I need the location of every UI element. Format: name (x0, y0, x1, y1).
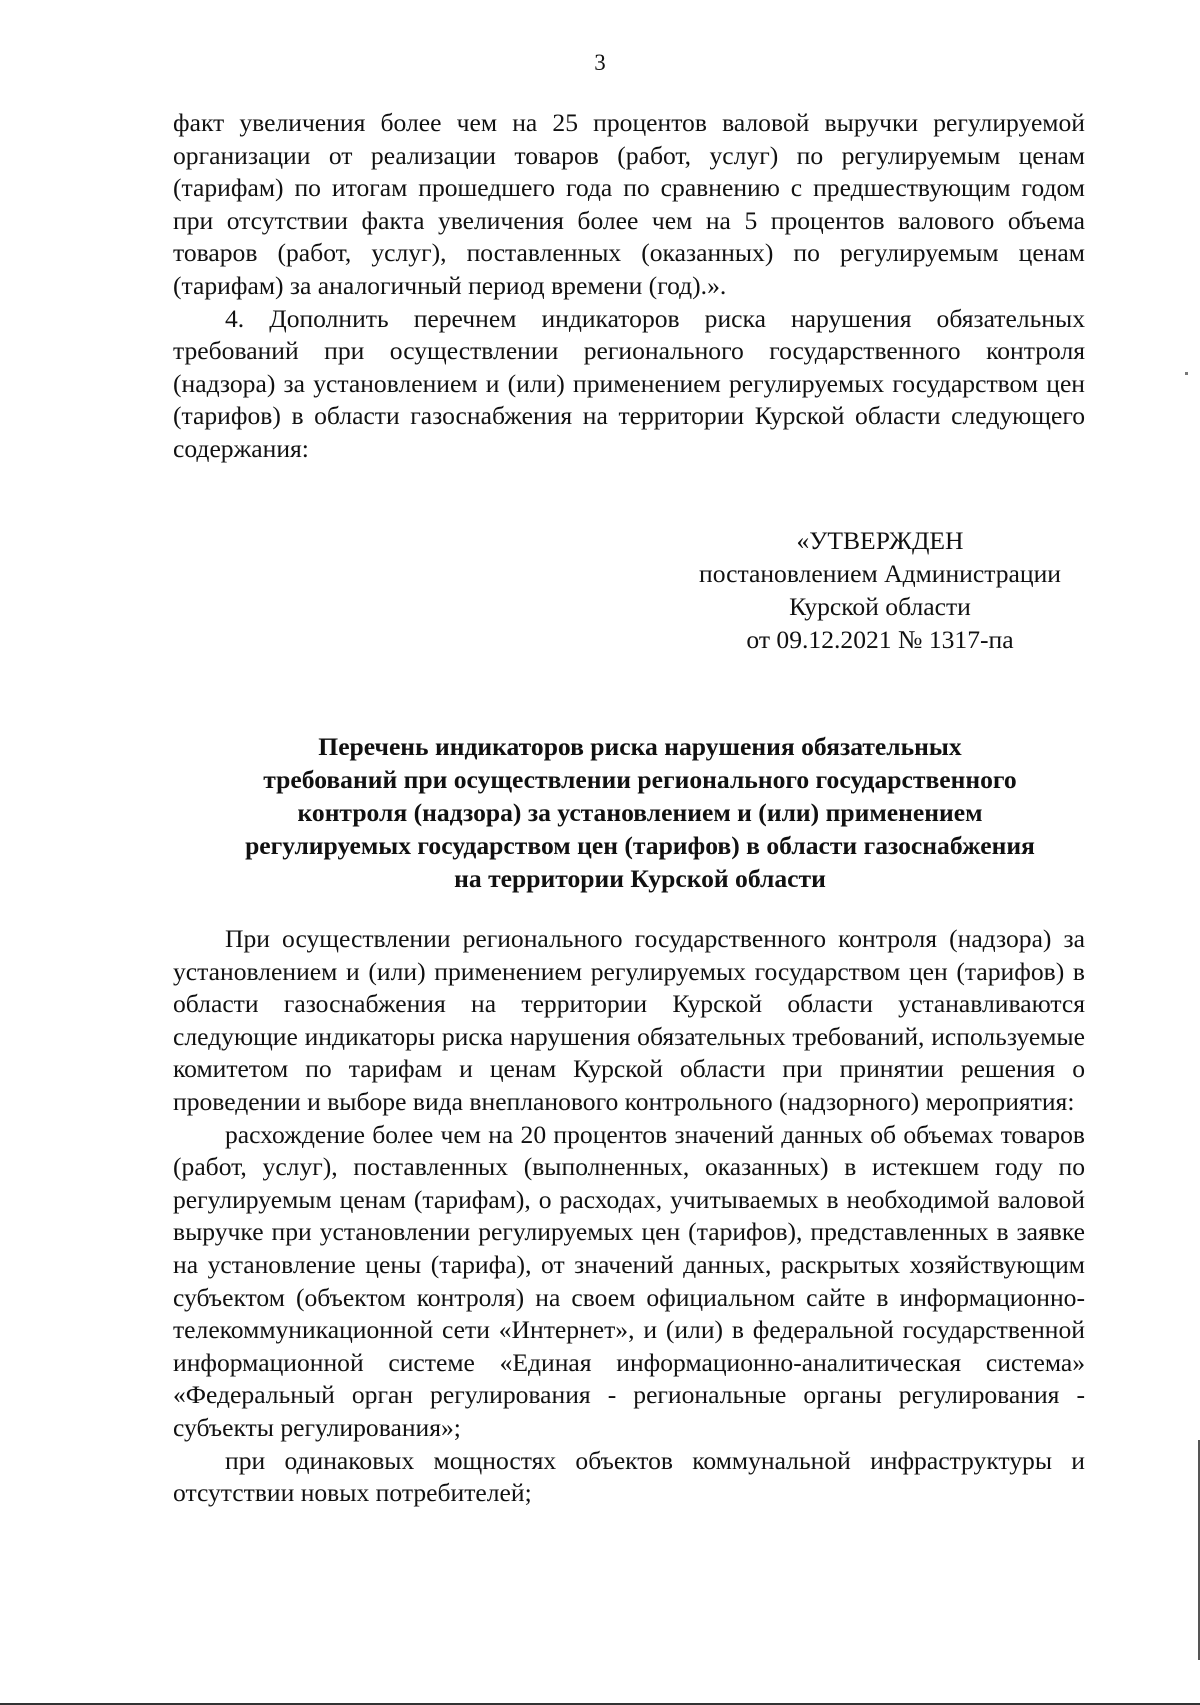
approval-stamp (660, 524, 1100, 656)
document-title (160, 730, 1120, 895)
top-text-block (173, 107, 1085, 466)
title-line: на территории Курской области (454, 864, 826, 893)
approval-stamp-line-4: от 09.12.2021 № 1317-па (746, 625, 1014, 654)
paragraph-intro: При осуществлении регионального государственного контроля (надзора) за установлением и (или) применением регулируемых государством цен (тарифов) в области газоснабжения на территории Курской области устанавливаются следующие индикаторы риска нарушения обязательных требований, используемые комитетом по тарифам и ценам Курской области при принятии решения о проведении и выборе вида внепланового контрольного (надзорного) мероприятия: (173, 924, 1085, 1116)
paragraph-equal-capacity: при одинаковых мощностях объектов коммунальной инфраструктуры и отсутствии новых потребителей; (173, 1445, 1085, 1508)
title-line: требований при осуществлении регионального государственного (263, 765, 1017, 794)
scan-speck (1185, 372, 1188, 375)
page-number: 3 (594, 50, 606, 75)
approval-stamp-line-3: Курской области (789, 592, 971, 621)
paragraph-item-4: 4. Дополнить перечнем индикаторов риска нарушения обязательных требований при осуществлении регионального государственного контроля (надзора) за установлением и (или) применением регулируемых государством цен (тарифов) в области газоснабжения на территории Курской области следующего содержания: (173, 303, 1085, 463)
paragraph-discrepancy: расхождение более чем на 20 процентов значений данных об объемах товаров (работ, услуг), поставленных (выполненных, оказанных) в истекшем году по регулируемым ценам (тарифам), о расходах, учитываемых в необходимой валовой выручке при установлении регулируемых цен (тарифов), представленных в заявке на установление цены (тарифа), от значений данных, раскрытых хозяйствующим субъектом (объектом контроля) на своем официальном сайте в информационно-телекоммуникационной сети «Интернет», и (или) в федеральной государственной информационной системе «Единая информационно-аналитическая система» «Федеральный орган регулирования - региональные органы регулирования - субъекты регулирования»; (173, 1119, 1085, 1442)
title-line: регулируемых государством цен (тарифов) в области газоснабжения (245, 831, 1035, 860)
paragraph-revenue-increase: факт увеличения более чем на 25 процентов валовой выручки регулируемой организации от реализации товаров (работ, услуг) по регулируемым ценам (тарифам) по итогам прошедшего года по сравнению с предшествующим годом при отсутствии факта увеличения более чем на 5 процентов валового объема товаров (работ, услуг), поставленных (оказанных) по регулируемым ценам (тарифам) за аналогичный период времени (год).». (173, 108, 1085, 300)
title-line: Перечень индикаторов риска нарушения обязательных (318, 732, 962, 761)
title-line: контроля (надзора) за установлением и (или) применением (297, 798, 983, 827)
approval-stamp-line-2: постановлением Администрации (699, 559, 1061, 588)
approval-stamp-line-1: «УТВЕРЖДЕН (796, 526, 964, 555)
bottom-text-block (173, 923, 1085, 1510)
